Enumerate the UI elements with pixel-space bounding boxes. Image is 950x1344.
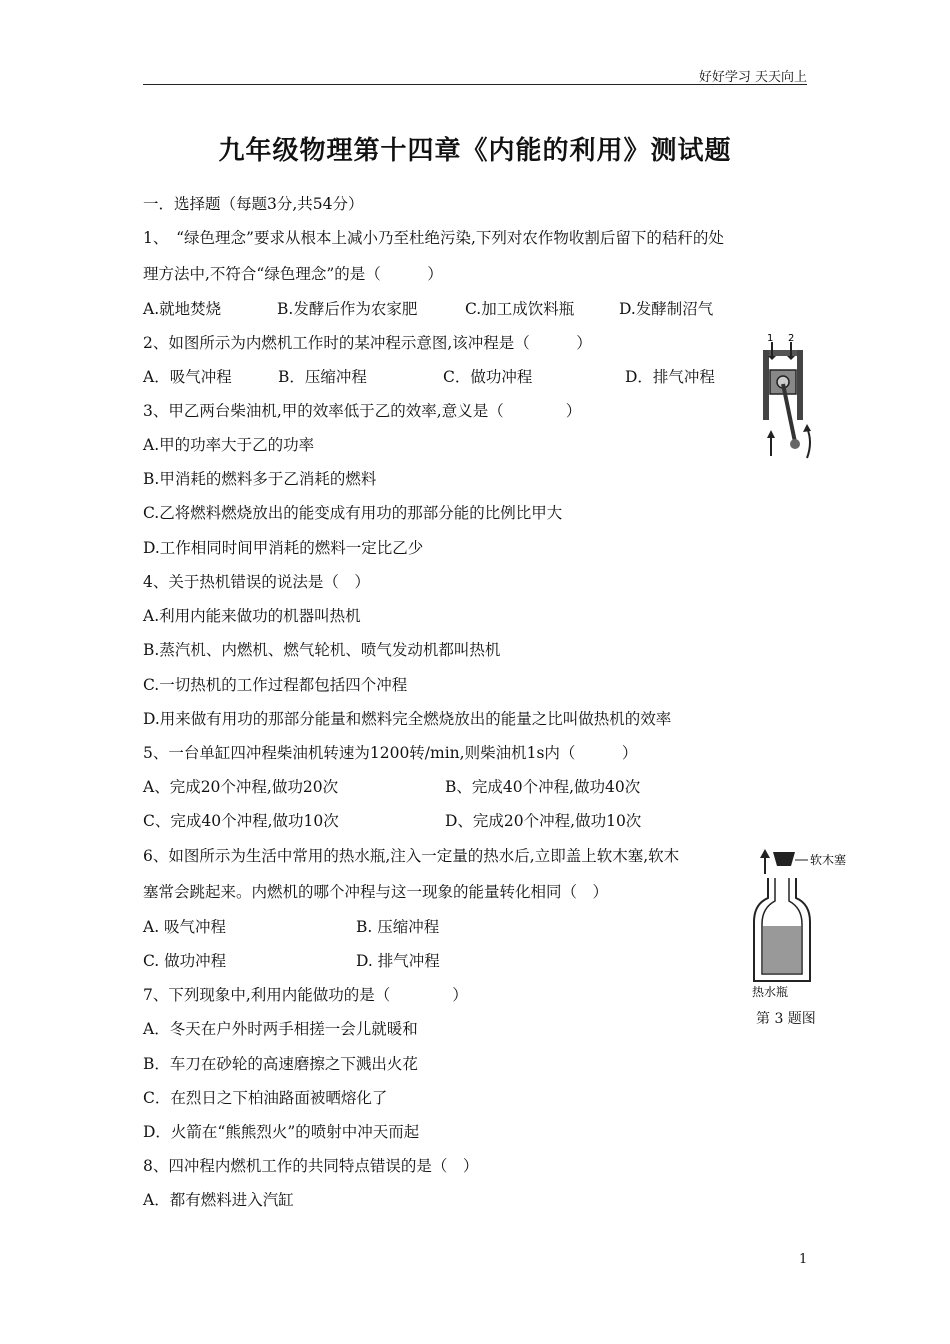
q2-option-c: C．做功冲程	[443, 368, 533, 386]
q4-stem: 4、关于热机错误的说法是（ ）	[143, 573, 370, 591]
q6-stem-line1: 6、如图所示为生活中常用的热水瓶,注入一定量的热水后,立即盖上软木塞,软木	[143, 847, 680, 865]
q1-stem-line1: 1、 “绿色理念”要求从根本上减小乃至杜绝污染,下列对农作物收割后留下的秸秆的处	[143, 229, 724, 247]
q5-stem: 5、一台单缸四冲程柴油机转速为1200转/min,则柴油机1s内（ ）	[143, 744, 638, 762]
q4-option-d: D.用来做有用功的那部分能量和燃料完全燃烧放出的能量之比叫做热机的效率	[143, 710, 672, 728]
q7-option-d: D．火箭在“熊熊烈火”的喷射中冲天而起	[143, 1123, 420, 1141]
valve-label-2: 2	[788, 333, 795, 344]
q1-option-a: A.就地焚烧	[143, 300, 222, 318]
q7-option-b: B．车刀在砂轮的高速磨擦之下溅出火花	[143, 1055, 418, 1073]
section-heading: 一．选择题（每题3分,共54分）	[143, 195, 364, 213]
thermos-diagram	[750, 846, 860, 1001]
q3-option-b: B.甲消耗的燃料多于乙消耗的燃料	[143, 470, 377, 488]
q2-option-a: A．吸气冲程	[143, 368, 232, 386]
cork-label: 软木塞	[810, 853, 847, 867]
engine-diagram	[757, 330, 819, 468]
q3-option-a: A.甲的功率大于乙的功率	[143, 436, 315, 454]
q1-option-c: C.加工成饮料瓶	[465, 300, 575, 318]
q5-option-a: A、完成20个冲程,做功20次	[143, 778, 339, 796]
q3-option-c: C.乙将燃料燃烧放出的能变成有用功的那部分能的比例比甲大	[143, 504, 563, 522]
q8-stem: 8、四冲程内燃机工作的共同特点错误的是（ ）	[143, 1157, 479, 1175]
q6-option-b: B. 压缩冲程	[356, 918, 440, 936]
q6-stem-line2: 塞常会跳起来。内燃机的哪个冲程与这一现象的能量转化相同（ ）	[143, 883, 609, 901]
q4-option-a: A.利用内能来做功的机器叫热机	[143, 607, 361, 625]
bottle-label: 热水瓶	[752, 985, 789, 999]
q5-option-b: B、完成40个冲程,做功40次	[445, 778, 641, 796]
q7-stem: 7、下列现象中,利用内能做功的是（ ）	[143, 986, 468, 1004]
q7-option-c: C．在烈日之下柏油路面被晒熔化了	[143, 1089, 388, 1107]
q2-option-b: B．压缩冲程	[278, 368, 367, 386]
q1-option-b: B.发酵后作为农家肥	[277, 300, 418, 318]
q2-stem: 2、如图所示为内燃机工作时的某冲程示意图,该冲程是（ ）	[143, 334, 592, 352]
q1-option-d: D.发酵制沼气	[619, 300, 714, 318]
q4-option-b: B.蒸汽机、内燃机、燃气轮机、喷气发动机都叫热机	[143, 641, 501, 659]
q6-option-d: D. 排气冲程	[356, 952, 440, 970]
q4-option-c: C.一切热机的工作过程都包括四个冲程	[143, 676, 408, 694]
q3-option-d: D.工作相同时间甲消耗的燃料一定比乙少	[143, 539, 424, 557]
q6-option-c: C. 做功冲程	[143, 952, 227, 970]
page-header	[143, 66, 807, 85]
q5-option-d: D、完成20个冲程,做功10次	[445, 812, 642, 830]
q6-option-a: A. 吸气冲程	[143, 918, 227, 936]
header-motto: 好好学习 天天向上	[698, 70, 807, 85]
q2-option-d: D．排气冲程	[625, 368, 715, 386]
page-title: 九年级物理第十四章《内能的利用》测试题	[218, 136, 732, 166]
engine-stroke-figure	[757, 330, 819, 468]
page-number: 1	[799, 1252, 808, 1267]
figure-caption: 第 3 题图	[756, 1011, 816, 1027]
q5-option-c: C、完成40个冲程,做功10次	[143, 812, 339, 830]
q1-stem-line2: 理方法中,不符合“绿色理念”的是（ ）	[143, 265, 443, 283]
valve-label-1: 1	[767, 333, 774, 344]
q3-stem: 3、甲乙两台柴油机,甲的效率低于乙的效率,意义是（ ）	[143, 402, 582, 420]
thermos-figure	[750, 846, 860, 1036]
q8-option-a: A．都有燃料进入汽缸	[143, 1191, 294, 1209]
q7-option-a: A．冬天在户外时两手相搓一会儿就暖和	[143, 1020, 418, 1038]
